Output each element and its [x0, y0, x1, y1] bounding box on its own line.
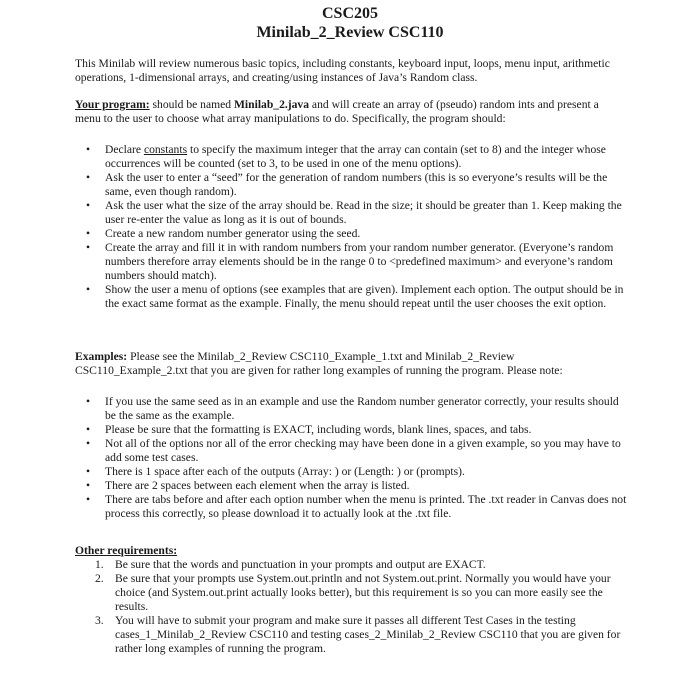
list-item: • There is 1 space after each of the outputs (Array: ) or (Length: ) or (prompts).: [75, 465, 630, 479]
program-filename: Minilab_2.java: [233, 98, 310, 111]
program-steps-list: [75, 143, 630, 311]
examples-heading: Examples:: [75, 350, 128, 363]
intro-paragraph: This Minilab will review numerous basic topics, including constants, keyboard input, loops, menu input, arithmetic operations, 1-dimensional arrays, and creating/using instances of Java’s Random class.: [75, 57, 610, 84]
other-requirements-list: [75, 558, 627, 656]
program-paragraph: [75, 98, 625, 126]
list-item: • Ask the user to enter a “seed” for the generation of random numbers (this is so everyone’s results will be the same, even though random).: [75, 171, 630, 199]
list-item: • Declare constants to specify the maximum integer that the array can contain (set to 8) and the integer whose occurrences will be counted (set to 3, to be used in one of the menu options).: [75, 143, 630, 171]
list-item: 3. You will have to submit your program and make sure it passes all different Test Cases in the testing cases_1_Minilab_2_Review CSC110 and testing cases_2_Minilab_2_Review CSC110 that you are given for rather long examples of running the program.: [95, 614, 621, 655]
list-item: • Create a new random number generator using the seed.: [75, 227, 630, 241]
notes-list: [75, 395, 630, 521]
list-item: • Show the user a menu of options (see examples that are given). Implement each option. The output should be in the exact same format as the example. Finally, the menu should repeat until the user chooses the exit option.: [75, 283, 630, 311]
program-heading: Your program:: [75, 98, 150, 111]
list-item: • Please be sure that the formatting is EXACT, including words, blank lines, spaces, and tabs.: [75, 423, 630, 437]
program-text-after: and will create an array of (pseudo) random ints and present a menu to the user to choose what array manipulations to do. Specifically, the program should:: [75, 98, 599, 125]
program-text-before: should be named: [149, 98, 234, 111]
examples-text: Please see the Minilab_2_Review CSC110_Example_1.txt and Minilab_2_Review CSC110_Example_2.txt that you are given for rather long examples of running the program. Please note:: [75, 350, 563, 377]
document-title: Minilab_2_Review CSC110: [256, 24, 444, 41]
list-item: • There are 2 spaces between each element when the array is listed.: [75, 479, 630, 493]
list-item: • Ask the user what the size of the array should be. Read in the size; it should be greater than 1. Keep making the user re-enter the value as long as it is out of bounds.: [75, 199, 630, 227]
list-item: • If you use the same seed as in an example and use the Random number generator correctly, your results should be the same as the example.: [75, 395, 630, 423]
other-requirements-heading: Other requirements:: [75, 544, 178, 557]
list-item: • Create the array and fill it in with random numbers from your random number generator. (Everyone’s random numbers therefore array elements should be in the range 0 to <predefined maximum> and everyone’s random numbers should match).: [75, 241, 630, 283]
list-item: • Not all of the options nor all of the error checking may have been done in a given example, so you may have to add some test cases.: [75, 437, 630, 465]
list-item: • There are tabs before and after each option number when the menu is printed. The .txt reader in Canvas does not process this correctly, so please download it to actually look at the .txt file.: [75, 493, 630, 521]
course-code: CSC205: [321, 5, 378, 22]
list-item: 2. Be sure that your prompts use System.out.println and not System.out.print. Normally you would have your choice (and System.out.print actually looks better), but this requirement is so you can more easily see the results.: [95, 572, 611, 613]
examples-paragraph: [75, 350, 625, 378]
list-item: 1. Be sure that the words and punctuation in your prompts and output are EXACT.: [95, 558, 486, 571]
